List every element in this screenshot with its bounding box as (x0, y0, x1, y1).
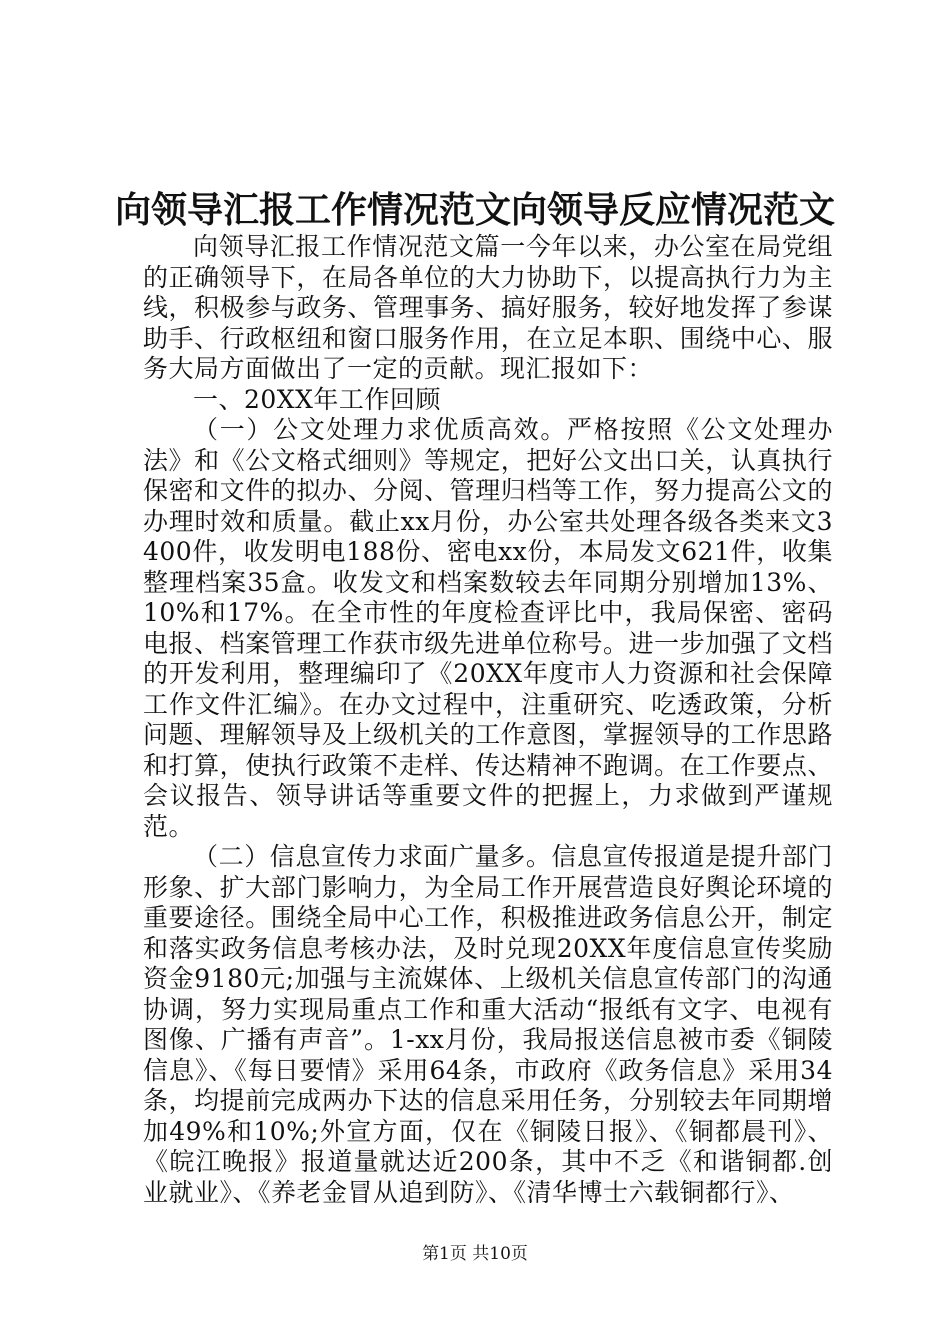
paragraph-intro: 向领导汇报工作情况范文篇一今年以来，办公室在局党组的正确领导下，在局各单位的大力协助下，以提高执行力为主线，积极参与政务、管理事务、搞好服务，较好地发挥了参谋助手、行政枢纽和窗口服务作用，在立足本职、围绕中心、服务大局方面做出了一定的贡献。现汇报如下： (143, 232, 833, 383)
section-heading: 一、20XX年工作回顾 (193, 384, 441, 414)
page-footer: 第1页 共10页 (422, 1244, 528, 1264)
paragraph-information-publicity: （二）信息宣传力求面广量多。信息宣传报道是提升部门形象、扩大部门影响力，为全局工作开展营造良好舆论环境的重要途径。围绕全局中心工作，积极推进政务信息公开，制定和落实政务信息考核办法，及时兑现20XX年度信息宣传奖励资金9180元;加强与主流媒体、上级机关信息宣传部门的沟通协调，努力实现局重点工作和重大活动“报纸有文字、电视有图像、广播有声音”。1-xx月份，我局报送信息被市委《铜陵信息》、《每日要情》采用64条，市政府《政务信息》采用34条，均提前完成两办下达的信息采用任务，分别较去年同期增加49%和10%;外宣方面，仅在《铜陵日报》、《铜都晨刊》、《皖江晚报》报道量就达近200条，其中不乏《和谐铜都.创业就业》、《养老金冒从追到防》、《清华博士六载铜都行》、 (143, 842, 833, 1207)
document-title: 向领导汇报工作情况范文向领导反应情况范文 (114, 190, 835, 231)
paragraph-document-handling: （一）公文处理力求优质高效。严格按照《公文处理办法》和《公文格式细则》等规定，把好公文出口关，认真执行保密和文件的拟办、分阅、管理归档等工作，努力提高公文的办理时效和质量。截止xx月份，办公室共处理各级各类来文3400件，收发明电188份、密电xx份，本局发文621件，收集整理档案35盒。收发文和档案数较去年同期分别增加13%、10%和17%。在全市性的年度检查评比中，我局保密、密码电报、档案管理工作获市级先进单位称号。进一步加强了文档的开发利用，整理编印了《20XX年度市人力资源和社会保障工作文件汇编》。在办文过程中，注重研究、吃透政策，分析问题、理解领导及上级机关的工作意图，掌握领导的工作思路和打算，使执行政策不走样、传达精神不跑调。在工作要点、会议报告、领导讲话等重要文件的把握上，力求做到严谨规范。 (143, 415, 833, 841)
document-body (143, 232, 833, 1208)
